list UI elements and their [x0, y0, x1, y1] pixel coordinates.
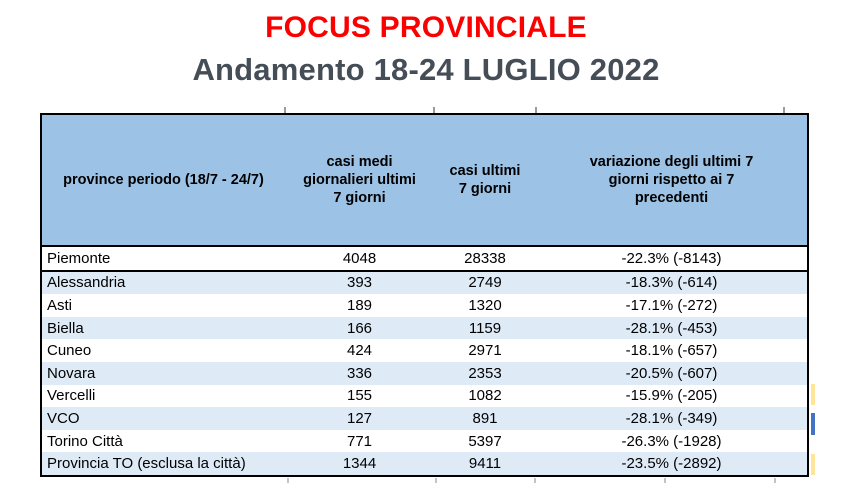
- column-header-variation: variazione degli ultimi 7 giorni rispetto ai 7 precedenti: [536, 114, 808, 246]
- variation-cell: -18.1% (-657): [625, 342, 718, 360]
- table-header: [41, 114, 808, 246]
- variation-cell: -23.5% (-2892): [621, 455, 722, 473]
- province-cell: Piemonte: [41, 246, 285, 271]
- last7-cases-cell: 891: [472, 409, 498, 427]
- last7-cases-cell: 2749: [468, 274, 502, 292]
- gridline-tick-top: [433, 107, 435, 113]
- province-table: [40, 113, 809, 477]
- avg-daily-cases-cell: 189: [346, 296, 373, 314]
- gridline-tick-bottom: [435, 478, 437, 483]
- last7-cases-cell: 28338: [434, 246, 536, 271]
- column-header-avg-daily-cases: casi medi giornalieri ultimi 7 giorni: [285, 114, 434, 246]
- table-row: [41, 294, 808, 317]
- gridline-tick-bottom: [534, 478, 536, 483]
- gridline-tick-top: [783, 107, 785, 113]
- variation-cell: -28.1% (-453): [625, 319, 718, 337]
- last7-cases-cell: 1082: [468, 387, 502, 405]
- column-header-province: province periodo (18/7 - 24/7): [41, 114, 285, 246]
- last7-cases-cell: 2353: [468, 364, 502, 382]
- table-row: [41, 317, 808, 340]
- edge-artifact-yellow: [811, 454, 815, 475]
- avg-daily-cases-cell: 127: [346, 409, 373, 427]
- variation-cell: -26.3% (-1928): [621, 432, 722, 450]
- province-cell: Asti: [47, 296, 73, 314]
- table-row: [41, 407, 808, 430]
- province-cell: Novara: [47, 364, 96, 382]
- table-row: [41, 246, 808, 271]
- gridline-tick-bottom: [287, 478, 289, 483]
- table-row: [41, 385, 808, 408]
- avg-daily-cases-cell: 336: [346, 364, 373, 382]
- last7-cases-cell: 1159: [468, 319, 502, 337]
- table-row: [41, 362, 808, 385]
- last7-cases-cell: 9411: [468, 455, 502, 473]
- variation-cell: -17.1% (-272): [625, 296, 718, 314]
- gridline-tick-bottom: [664, 478, 666, 483]
- table-row: [41, 430, 808, 453]
- variation-cell: -28.1% (-349): [625, 409, 718, 427]
- province-cell: Biella: [47, 319, 84, 337]
- avg-daily-cases-cell: 155: [346, 387, 373, 405]
- province-cell: Torino Città: [47, 432, 123, 450]
- page-title: FOCUS PROVINCIALE: [265, 11, 587, 44]
- edge-artifact-blue: [811, 413, 815, 435]
- table-row: [41, 271, 808, 295]
- avg-daily-cases-cell: 1344: [342, 455, 377, 473]
- header-row: [41, 114, 808, 246]
- avg-daily-cases-cell: 166: [346, 319, 373, 337]
- province-cell: VCO: [47, 409, 80, 427]
- last7-cases-cell: 5397: [468, 432, 502, 450]
- province-cell: Alessandria: [47, 274, 126, 292]
- avg-daily-cases-cell: 4048: [285, 246, 434, 271]
- gridline-tick-top: [535, 107, 537, 113]
- province-cell: Cuneo: [47, 342, 92, 360]
- table-row: [41, 452, 808, 476]
- gridline-tick-bottom: [774, 478, 776, 483]
- variation-cell: -18.3% (-614): [625, 274, 718, 292]
- last7-cases-cell: 1320: [468, 296, 502, 314]
- page-subtitle: Andamento 18-24 LUGLIO 2022: [192, 52, 660, 87]
- gridline-tick-top: [284, 107, 286, 113]
- variation-cell: -22.3% (-8143): [536, 246, 808, 271]
- avg-daily-cases-cell: 424: [346, 342, 373, 360]
- last7-cases-cell: 2971: [468, 342, 502, 360]
- table-row: [41, 339, 808, 362]
- province-cell: Provincia TO (esclusa la città): [47, 455, 246, 473]
- edge-artifact-yellow: [811, 384, 815, 405]
- avg-daily-cases-cell: 771: [346, 432, 373, 450]
- province-cell: Vercelli: [47, 387, 96, 405]
- avg-daily-cases-cell: 393: [346, 274, 373, 292]
- variation-cell: -15.9% (-205): [625, 387, 718, 405]
- column-header-last7-cases: casi ultimi 7 giorni: [434, 114, 536, 246]
- table-body: [41, 246, 808, 476]
- variation-cell: -20.5% (-607): [625, 364, 718, 382]
